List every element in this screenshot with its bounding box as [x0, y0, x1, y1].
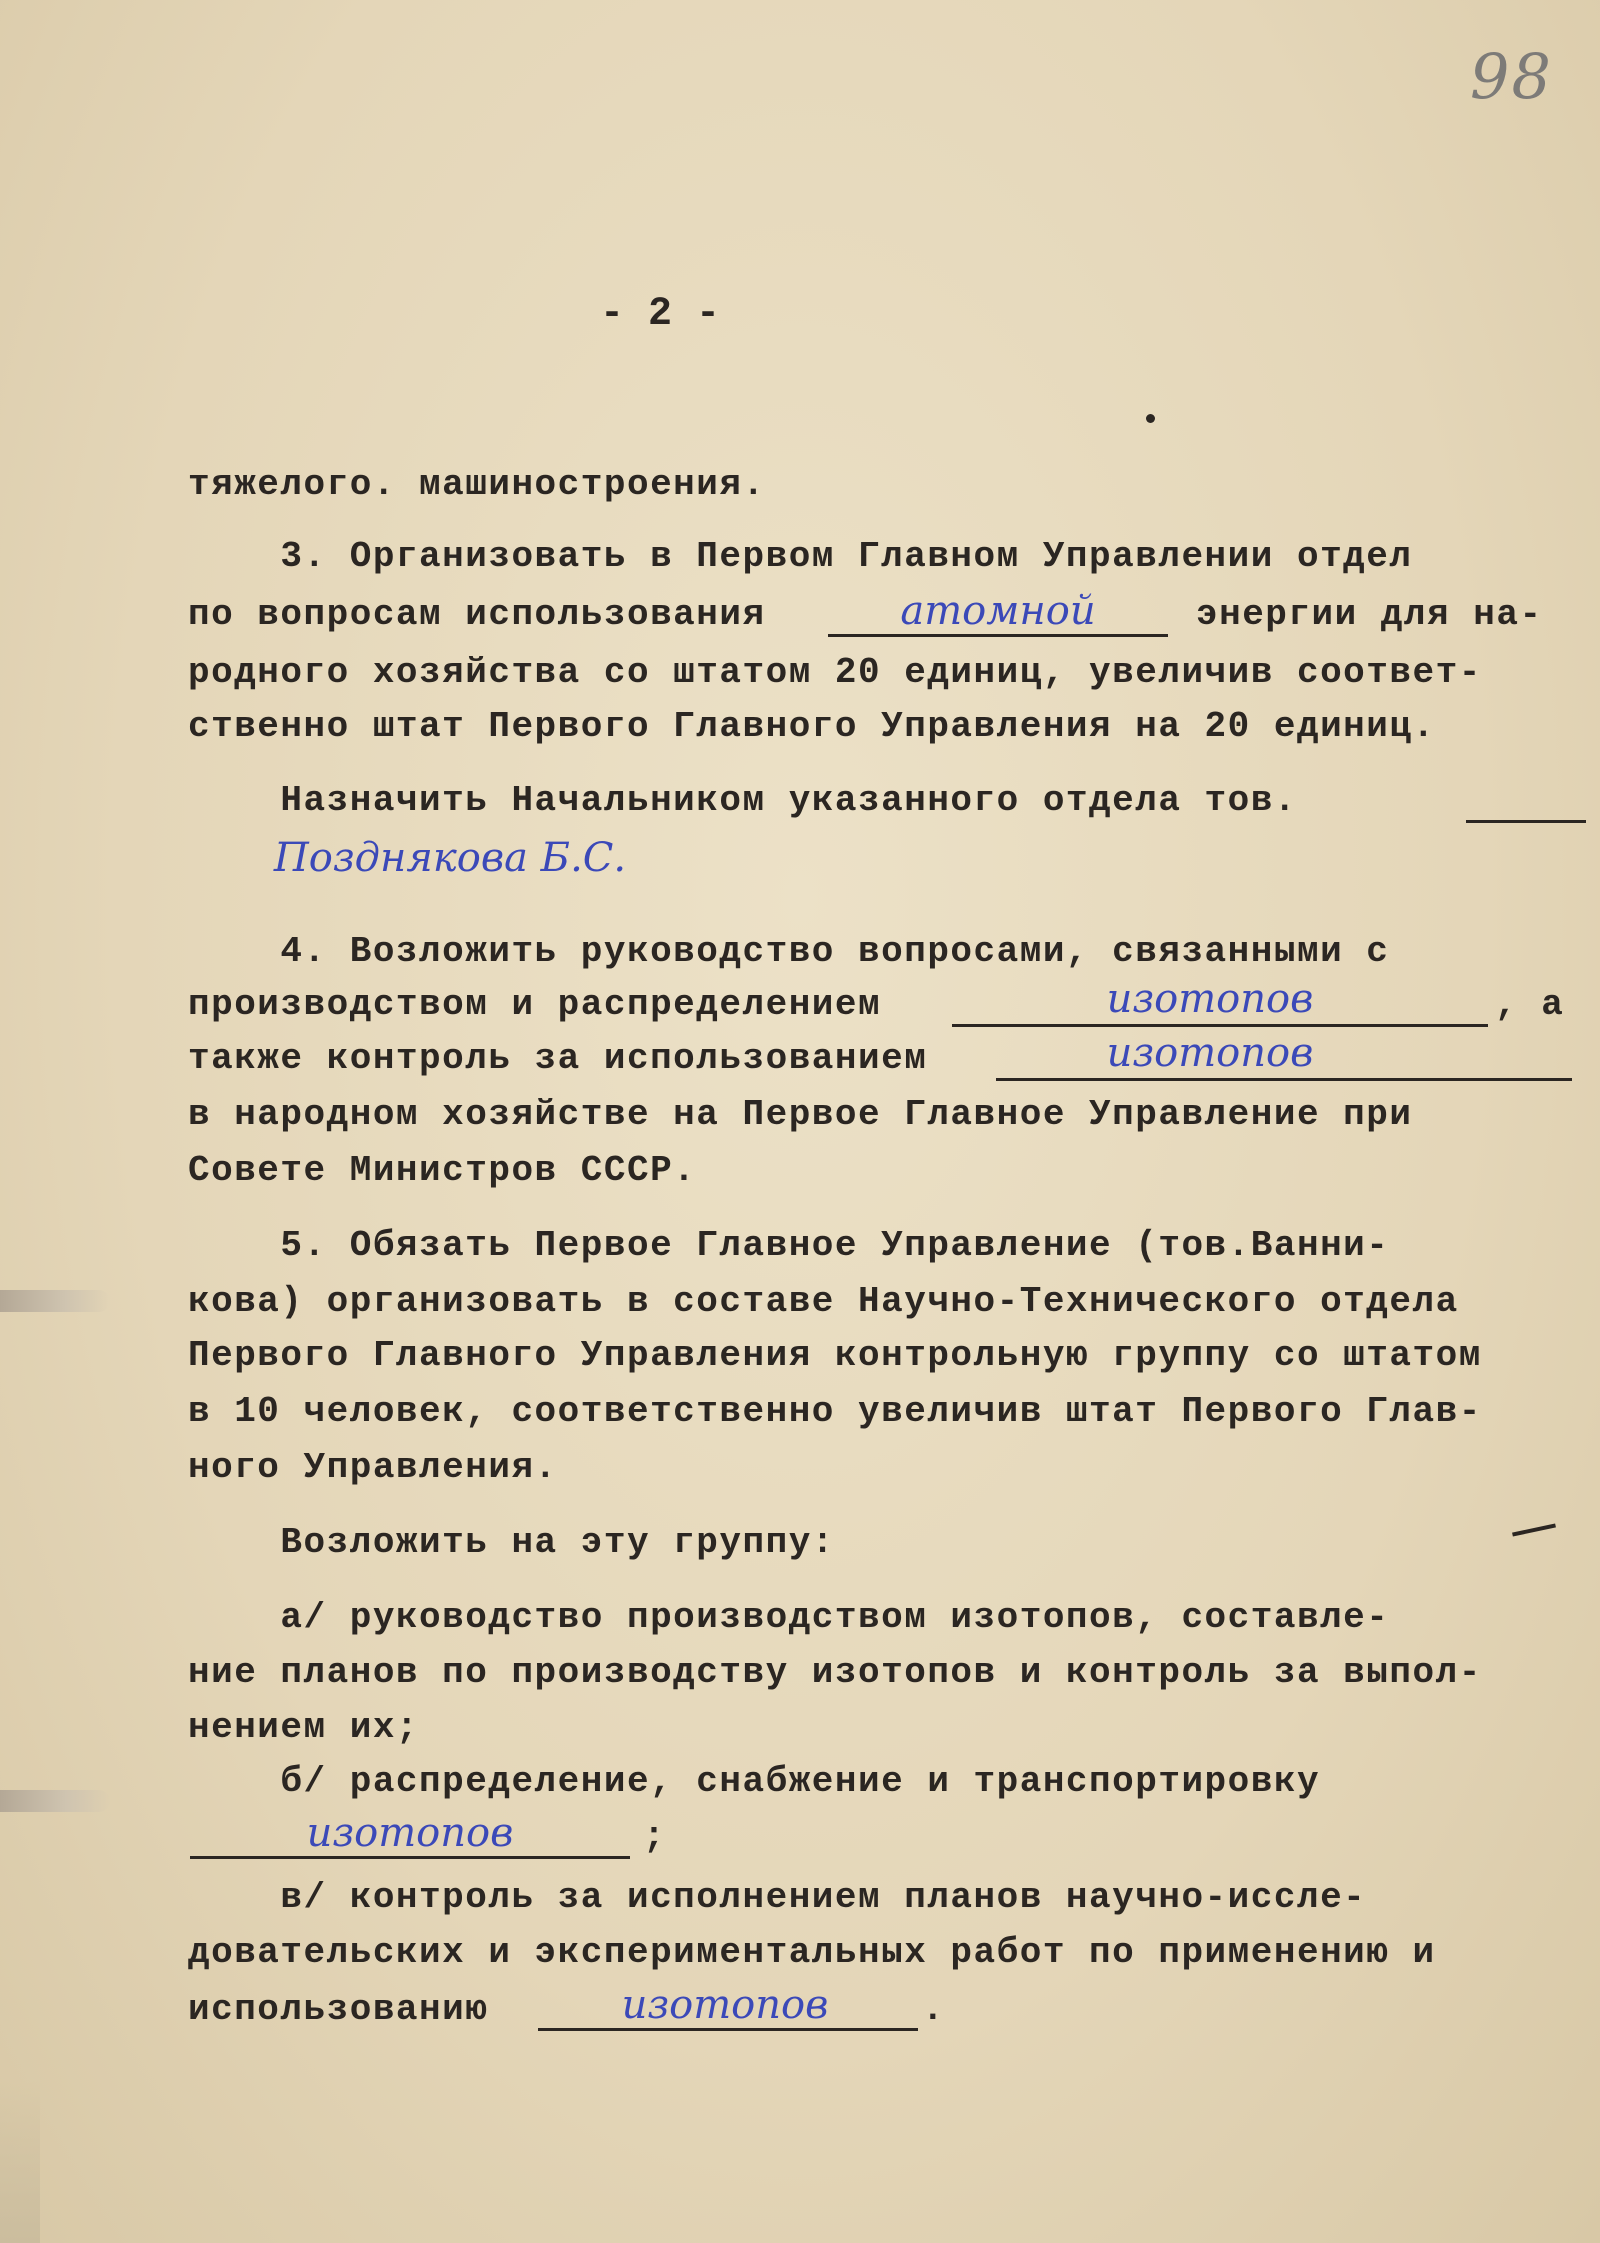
- text-line: Первого Главного Управления контрольную группу со штатом: [188, 1335, 1482, 1376]
- margin-stain: [0, 2080, 40, 2243]
- text-line: 5. Обязать Первое Главное Управление (тов.Ванни-: [188, 1225, 1390, 1266]
- text-line: Назначить Начальником указанного отдела тов.: [188, 780, 1297, 821]
- text-line: 4. Возложить руководство вопросами, связанными с: [188, 931, 1390, 972]
- binding-thread: [0, 1790, 110, 1812]
- fill-in-line: [190, 1856, 630, 1859]
- page-number: - 2 -: [600, 292, 721, 337]
- text-line: нением их;: [188, 1707, 420, 1748]
- text-line: Совете Министров СССР.: [188, 1150, 697, 1191]
- text-line: в 10 человек, соответственно увеличив штат Первого Глав-: [188, 1391, 1482, 1432]
- fill-in-line: [1466, 820, 1586, 823]
- text-line: также контроль за использованием: [188, 1038, 951, 1079]
- text-line: использованию: [188, 1989, 512, 2030]
- text-line: а/ руководство производством изотопов, составле-: [188, 1597, 1390, 1638]
- handwritten-word: изотопов: [306, 1810, 514, 1856]
- text-line: по вопросам использования: [188, 594, 789, 635]
- text-line: б/ распределение, снабжение и транспортировку: [188, 1761, 1321, 1802]
- fill-in-line: [996, 1078, 1572, 1081]
- text-line: 3. Организовать в Первом Главном Управлении отдел: [188, 536, 1413, 577]
- folio-number: 98: [1470, 40, 1553, 113]
- ink-dot: [1146, 414, 1155, 423]
- binding-thread: [0, 1290, 110, 1312]
- text-line: энергии для на-: [1196, 594, 1543, 635]
- handwritten-word: изотопов: [1106, 1030, 1314, 1076]
- handwritten-name: Позднякова Б.С.: [273, 835, 627, 881]
- handwritten-word: атомной: [900, 588, 1096, 634]
- text-line: .: [922, 1989, 946, 2030]
- text-line: , а: [1495, 984, 1565, 1025]
- text-line: Возложить на эту группу:: [188, 1522, 835, 1563]
- text-line: тяжелого. машиностроения.: [188, 464, 766, 505]
- text-line: довательских и экспериментальных работ по применению и: [188, 1932, 1436, 1973]
- text-line: ;: [643, 1816, 667, 1857]
- handwritten-word: изотопов: [621, 1982, 829, 2028]
- fill-in-line: [828, 634, 1168, 637]
- text-line: производством и распределением: [188, 984, 905, 1025]
- text-line: в/ контроль за исполнением планов научно-иссле-: [188, 1877, 1367, 1918]
- text-line: ственно штат Первого Главного Управления на 20 единиц.: [188, 706, 1436, 747]
- handwritten-word: изотопов: [1106, 976, 1314, 1022]
- text-line: ного Управления.: [188, 1447, 558, 1488]
- text-line: ние планов по производству изотопов и контроль за выпол-: [188, 1652, 1482, 1693]
- text-line: кова) организовать в составе Научно-Технического отдела: [188, 1281, 1459, 1322]
- pencil-mark: [1512, 1523, 1556, 1536]
- text-line: родного хозяйства со штатом 20 единиц, увеличив соответ-: [188, 652, 1482, 693]
- fill-in-line: [538, 2028, 918, 2031]
- text-line: в народном хозяйстве на Первое Главное Управление при: [188, 1094, 1413, 1135]
- fill-in-line: [952, 1024, 1488, 1027]
